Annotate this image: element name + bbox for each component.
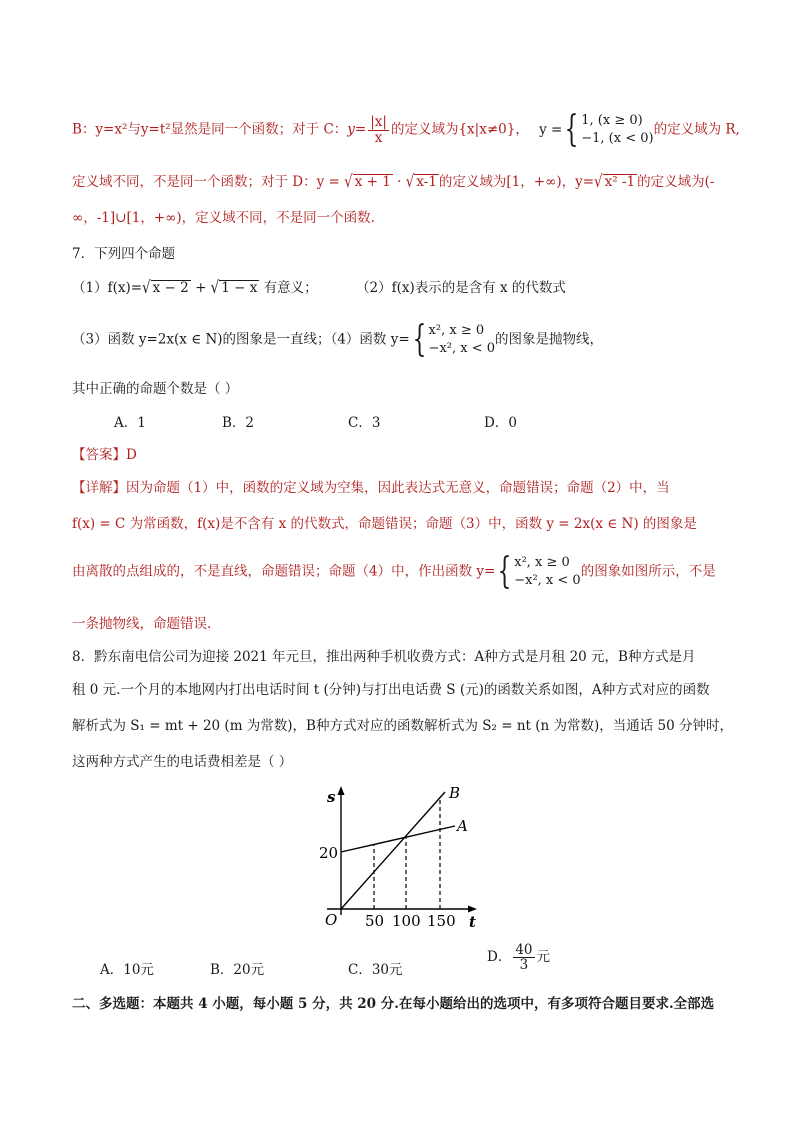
case: −1, (x < 0) [581, 131, 654, 146]
solution-line-b3: ∞，-1]∪[1，+∞)，定义域不同，不是同一个函数. [72, 210, 375, 226]
brace: { [564, 109, 579, 150]
line-b [341, 792, 445, 909]
text: （2）f(x)表示的是含有 x 的代数式 [355, 280, 566, 296]
text: 的定义域为[1，+∞)， [438, 174, 576, 190]
sqrt-body: x − 2 [152, 280, 189, 296]
sqrt-body: x² -1 [604, 174, 636, 190]
q7-statement-1-2 [72, 276, 566, 296]
sqrt-body: x + 1 [354, 174, 391, 190]
brace: { [497, 551, 512, 592]
text: 定义域不同，不是同一个函数；对于 D： [72, 174, 317, 190]
option-label: D． [487, 949, 512, 966]
x-tick-50: 50 [365, 912, 385, 930]
q7-detail-4: 一条抛物线，命题错误. [72, 616, 212, 632]
q7-answer [72, 443, 137, 463]
option-unit: 元 [536, 949, 551, 966]
sqrt-sign: √ [594, 172, 603, 192]
case: −x², x < 0 [514, 573, 581, 588]
text: y=x²与y=t²显然是同一个函数；对于 C： [95, 121, 348, 138]
x-tick-100: 100 [392, 912, 421, 930]
case: 1, (x ≥ 0) [581, 113, 643, 129]
q8-line-3: 解析式为 S₁ = mt + 20 (m 为常数)，B种方式对应的函数解析式为 S₂ = nt (n 为常数)，当通话 50 分钟时， [72, 718, 734, 734]
q7-detail-3 [72, 551, 716, 592]
q8-line-4: 这两种方式产生的电话费相差是（ ） [72, 754, 293, 770]
x-axis-arrow [468, 906, 477, 913]
q7-option-c[interactable]: C．3 [348, 415, 381, 431]
text: y= [347, 121, 367, 138]
q7-statement-3-4 [72, 319, 604, 360]
fraction-denominator: x [374, 129, 383, 146]
q8-option-a[interactable]: A．10元 [100, 962, 154, 978]
text: 的定义域为(- [637, 174, 715, 190]
sqrt-body: x-1 [416, 174, 437, 190]
text: （4）函数 y= [330, 331, 410, 348]
fraction [513, 943, 534, 972]
q7-option-d[interactable]: D．0 [484, 415, 517, 431]
text: 的定义域为{x|x≠0}， [390, 121, 529, 138]
text: y = [539, 121, 563, 138]
text: 因为命题（1）中，函数的定义域为空集，因此表达式无意义，命题错误；命题（2）中，当 [126, 480, 670, 496]
q8-line-2: 租 0 元.一个月的本地网内打出电话时间 t (分钟)与打出电话费 S (元)的函数关系如图，A种方式对应的函数 [72, 682, 710, 698]
q7-question: 其中正确的命题个数是（ ） [72, 381, 239, 397]
answer-value: D [126, 447, 137, 463]
case: x², x ≥ 0 [428, 323, 485, 339]
origin-label: O [325, 911, 338, 929]
detail-label: 【详解】 [72, 480, 126, 496]
line-a [341, 826, 455, 852]
piecewise [429, 322, 495, 357]
q7-option-a[interactable]: A．1 [114, 415, 146, 431]
sqrt-body: 1 − x [221, 280, 258, 296]
x-tick-150: 150 [427, 912, 456, 930]
q7-detail-2: f(x) = C 为常函数，f(x)是不含有 x 的代数式，命题错误；命题（3）中，函数 y = 2x(x ∈ N) 的图象是 [72, 516, 697, 532]
fraction [368, 115, 389, 144]
q7-detail-1 [72, 476, 670, 496]
text: + [195, 280, 207, 296]
text: y= [575, 174, 595, 190]
sqrt-sign: √ [405, 172, 415, 192]
solution-line-b2 [72, 170, 714, 190]
q8-graph [305, 780, 490, 940]
sqrt-sign: √ [344, 172, 353, 192]
q8-option-c[interactable]: C．30元 [348, 962, 403, 978]
fraction-numerator: |x| [370, 114, 387, 131]
q8-line-1: 8．黔东南电信公司为迎接 2021 年元旦，推出两种手机收费方式：A种方式是月租 20 元，B种方式是月 [72, 649, 696, 665]
text: 由离散的点组成的，不是直线，命题错误；命题（4）中，作出函数 y= [72, 563, 496, 580]
section-2-heading: 二、多选题：本题共 4 小题，每小题 5 分，共 20 分.在每小题给出的选项中，有多项符合题目要求.全部选 [72, 996, 715, 1012]
text: 的图象如图所示，不是 [580, 563, 716, 580]
piecewise [581, 112, 653, 147]
case: x², x ≥ 0 [514, 555, 570, 571]
sqrt-sign: √ [142, 278, 151, 298]
fraction-denominator: 3 [519, 957, 529, 974]
text: B： [72, 121, 96, 138]
text: y = [316, 174, 340, 190]
q7-option-b[interactable]: B．2 [222, 415, 255, 431]
text: · [397, 174, 402, 190]
x-axis-label: t [469, 913, 476, 931]
y-axis-arrow [338, 786, 345, 795]
text: 的图象是抛物线， [495, 331, 604, 348]
y-tick-20: 20 [319, 844, 339, 862]
line-a-label: A [457, 817, 468, 835]
case: −x², x < 0 [428, 341, 496, 356]
q8-option-d[interactable] [487, 943, 550, 972]
text: 的定义域为 R, [653, 121, 740, 138]
text: （1）f(x)= [72, 280, 143, 296]
brace: { [412, 319, 426, 360]
q8-option-b[interactable]: B．20元 [210, 962, 265, 978]
sqrt-sign: √ [210, 278, 220, 298]
piecewise [514, 554, 580, 589]
text: （3）函数 y=2x(x ∈ N)的图象是一直线； [72, 331, 331, 348]
line-b-label: B [449, 784, 461, 802]
text: 有意义； [263, 280, 318, 296]
solution-line-b [72, 109, 740, 150]
fraction-numerator: 40 [515, 942, 533, 958]
y-axis-label: s [327, 788, 336, 806]
q7-title: 7．下列四个命题 [72, 246, 176, 262]
answer-label: 【答案】 [72, 447, 126, 463]
